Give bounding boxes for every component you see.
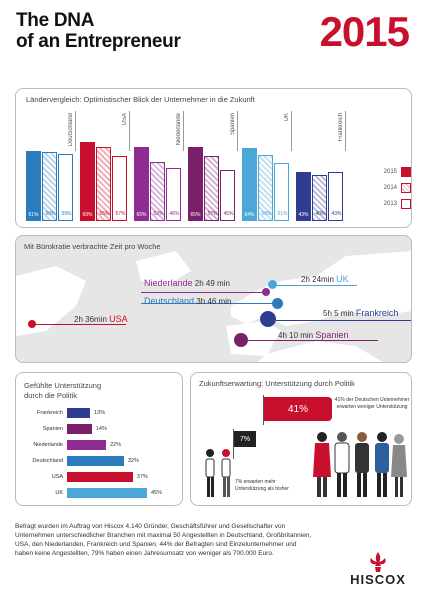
legend-2015-label: 2015: [383, 169, 397, 175]
bar-value: 59%: [61, 211, 72, 217]
support-row-uk: [18, 487, 178, 499]
bar-value: 46%: [169, 211, 180, 217]
label-spanien: [278, 330, 348, 340]
expectation-panel: [190, 372, 412, 506]
support-row-frankreich: [18, 407, 178, 419]
person-4: [375, 432, 389, 497]
support-country: Frankreich: [37, 410, 63, 416]
country-label: Frankreich: [338, 113, 344, 142]
support-row-niederlande: [18, 439, 178, 451]
support-value: 22%: [110, 442, 122, 448]
flag-41-label: 41%: [287, 403, 308, 415]
support-value: 45%: [151, 490, 163, 496]
bar-2014: [96, 147, 111, 221]
support-bar: [67, 408, 90, 418]
label-usa: [74, 314, 128, 324]
comparison-title: Ländervergleich: Optimistischer Blick der Unternehmer in die Zukunft: [26, 95, 255, 104]
label-deutschland: [144, 296, 231, 306]
person-1: [313, 432, 331, 497]
legend-2013-swatch: [401, 199, 411, 209]
country-label: Spanien: [230, 113, 236, 136]
bar-value: 69%: [82, 212, 93, 218]
legend-2014: [366, 183, 411, 193]
bar-2015: [242, 148, 257, 221]
bar-value: 52%: [153, 211, 164, 217]
person-3: [355, 432, 369, 497]
bar-2014: [42, 152, 57, 221]
bar-2014: [204, 156, 219, 221]
support-bar: [67, 440, 106, 450]
label-spanien-country: Spanien: [315, 330, 349, 340]
support-title: [24, 381, 101, 401]
bar-2014: [258, 155, 273, 221]
country-label: USA: [122, 113, 128, 126]
dot-spanien: [234, 333, 248, 347]
bar-2015: [80, 142, 95, 221]
map-title: Mit Bürokratie verbrachte Zeit pro Woche: [24, 242, 161, 251]
support-country: USA: [51, 474, 63, 480]
legend-2015: [366, 167, 411, 177]
country-group-frankreich: [296, 111, 350, 221]
line-niederlande: [141, 292, 262, 293]
bar-area: [80, 141, 134, 221]
bar-value: 57%: [115, 211, 126, 217]
legend-2013: [366, 199, 411, 209]
comparison-chart: [26, 111, 356, 221]
support-country: Niederlande: [33, 442, 63, 448]
year-label: 2015: [319, 8, 409, 55]
bar-value: 57%: [207, 211, 218, 217]
support-value: 32%: [127, 458, 139, 464]
legend-2014-swatch: [401, 183, 411, 193]
person-small-2: [222, 449, 230, 497]
support-title-line-1: Gefühlte Unterstützung: [24, 381, 102, 390]
support-country: UK: [55, 490, 63, 496]
comparison-panel: [15, 88, 412, 228]
fleur-de-lis-icon: [369, 552, 387, 572]
support-row-usa: [18, 471, 178, 483]
support-country: Deutschland: [32, 458, 63, 464]
country-label: Deutschland: [68, 113, 74, 147]
land-americas: [16, 266, 86, 336]
support-panel: [15, 372, 183, 506]
bar-value: 65%: [190, 212, 201, 218]
person-5: [391, 434, 407, 497]
bar-2013: [220, 170, 235, 221]
bar-2015: [296, 172, 311, 221]
label-frankreich: [323, 308, 398, 318]
bar-2013: [274, 163, 289, 221]
bar-2014: [150, 162, 165, 221]
bar-area: [134, 141, 188, 221]
support-value: 14%: [95, 426, 107, 432]
support-row-spanien: [18, 423, 178, 435]
bar-area: [242, 141, 296, 221]
country-group-usa: [80, 111, 134, 221]
label-uk: [301, 274, 349, 284]
country-group-niederlande: [134, 111, 188, 221]
people-illustration: [191, 373, 412, 506]
country-group-spanien: [188, 111, 242, 221]
country-label: Niederlande: [176, 113, 182, 146]
support-chart: [18, 407, 180, 503]
hiscox-logo: [338, 552, 418, 587]
page-title: [16, 10, 181, 52]
dot-uk: [268, 280, 277, 289]
bar-value: 58%: [261, 211, 272, 217]
country-group-deutschland: [26, 111, 80, 221]
label-uk-time: 2h 24min: [301, 275, 334, 284]
bar-2013: [328, 172, 343, 221]
label-niederlande-time: 2h 49 min: [194, 279, 230, 288]
bar-2015: [188, 147, 203, 221]
support-row-deutschland: [18, 455, 178, 467]
expectation-small-text: 7% erwarten mehr Unterstützung als bisher: [235, 479, 289, 492]
bar-2013: [112, 156, 127, 221]
country-group-uk: [242, 111, 296, 221]
title-line-1: The DNA: [16, 10, 95, 31]
support-value: 13%: [94, 410, 106, 416]
person-small-1: [206, 449, 214, 497]
label-niederlande: [144, 278, 230, 288]
label-usa-time: 2h 36min: [74, 315, 107, 324]
support-value: 37%: [136, 474, 148, 480]
line-frankreich: [276, 320, 411, 321]
label-uk-country: UK: [336, 274, 349, 284]
bar-area: [296, 141, 350, 221]
bar-value: 45%: [223, 211, 234, 217]
dot-frankreich: [260, 311, 276, 327]
label-deutschland-country: Deutschland: [144, 296, 195, 306]
bar-2014: [312, 175, 327, 221]
person-2: [335, 432, 349, 497]
bar-value: 60%: [45, 211, 56, 217]
bar-2013: [58, 154, 73, 221]
label-spanien-time: 4h 10 min: [278, 331, 314, 340]
land-africa: [256, 341, 386, 363]
comparison-legend: [366, 167, 411, 209]
support-title-line-2: durch die Politik: [24, 391, 77, 400]
support-bar: [67, 472, 133, 482]
bar-2015: [134, 147, 149, 221]
bar-value: 51%: [277, 211, 288, 217]
dot-deutschland: [272, 298, 283, 309]
label-niederlande-country: Niederlande: [144, 278, 193, 288]
legend-2014-label: 2014: [383, 185, 397, 191]
bar-value: 65%: [99, 211, 110, 217]
bar-value: 64%: [244, 212, 255, 218]
label-usa-country: USA: [109, 314, 128, 324]
dot-niederlande: [262, 288, 270, 296]
bar-value: 40%: [315, 211, 326, 217]
bar-area: [188, 141, 242, 221]
label-deutschland-time: 3h 46 min: [196, 297, 232, 306]
country-label: UK: [284, 113, 290, 122]
expectation-title: Zukunftserwartung: Unterstützung durch Politik: [199, 379, 355, 388]
bar-2013: [166, 168, 181, 221]
bar-value: 65%: [136, 212, 147, 218]
brand-name: HISCOX: [350, 572, 406, 587]
bar-value: 43%: [298, 212, 309, 218]
support-country: Spanien: [42, 426, 63, 432]
label-frankreich-time: 5h 5 min: [323, 309, 354, 318]
title-line-2: of an Entrepreneur: [16, 31, 181, 52]
bar-2015: [26, 151, 41, 221]
map-panel: [15, 235, 412, 363]
line-usa: [36, 324, 126, 325]
support-bar: [67, 456, 124, 466]
support-bar: [67, 488, 147, 498]
legend-2013-label: 2013: [383, 201, 397, 207]
support-bar: [67, 424, 92, 434]
bar-area: [26, 141, 80, 221]
line-uk: [277, 285, 357, 286]
bar-value: 61%: [28, 212, 39, 218]
dot-usa: [28, 320, 36, 328]
bar-value: 43%: [331, 211, 342, 217]
label-frankreich-country: Frankreich: [355, 308, 399, 318]
expectation-big-text: 41% der Deutschen Unternehmer erwarten weniger Unterstützung: [334, 397, 410, 410]
flag-7-label: 7%: [239, 435, 251, 443]
footer-text: Befragt wurden im Auftrag von Hiscox 4.140 Gründer, Geschäftsführer und Gesellschafter von Unternehmen unterschiedlicher Branchen mit maximal 50 Angestellten in Deutschland, Großbritannien, USA, den Niederlanden, Frankreich und Spanien. 44% der Befragten sind Einzelunternehmer und haben keine Angestellten, 79% haben einen Jahresumsatz von weniger als 700.000 Euro.: [15, 523, 312, 557]
legend-2015-swatch: [401, 167, 411, 177]
line-spanien: [248, 340, 378, 341]
